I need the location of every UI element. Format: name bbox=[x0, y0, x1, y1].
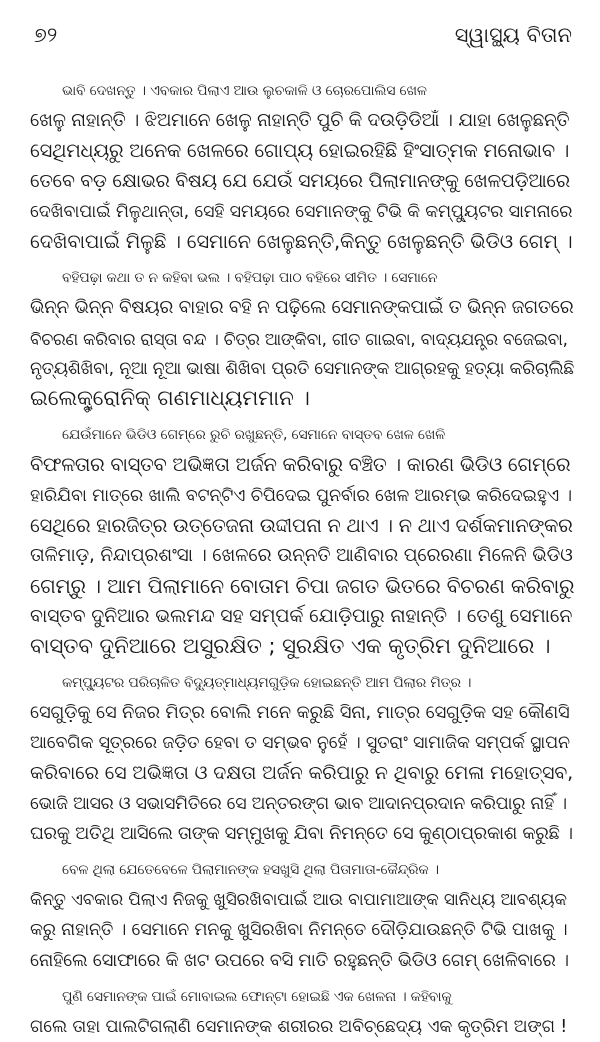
paragraph bbox=[30, 76, 574, 257]
text-line: ହାରିଯିବା ମାତ୍ରେ ଖାଲି ବଟନ୍‌ଟିଏ ଚିପିଦେଇ ପୁନର୍ବାର ଖେଳ ଆରମ୍ଭ କରିଦେଇହୁଏ । bbox=[30, 485, 572, 506]
text-line: ଦେଖିବାପାଇଁ ମିଳୁଛି । ସେମାନେ ଖେଳୁଛନ୍ତି,କିନ୍ତୁ ଖେଳୁଛନ୍ତି ଭିଡିଓ ଗେମ୍ । bbox=[30, 230, 573, 254]
text-line: ବିଚରଣ କରିବାର ରାସ୍ତା ବନ୍ଦ । ଚିତ୍ର ଆଙ୍କିବା, ଗୀତ ଗାଇବା, ବାଦ୍ୟଯନ୍ତ୍ର ବଜେଇବା, bbox=[30, 328, 568, 349]
paragraph bbox=[30, 855, 574, 976]
text-line: କିନ୍ତୁ ଏବକାର ପିଲାଏ ନିଜକୁ ଖୁସିରଖିବାପାଇଁ ଆଉ ବାପାମାଆଙ୍କ ସାନିଧ୍ୟ ଆବଶ୍ୟକ bbox=[30, 890, 567, 911]
text-line: କରିବାରେ ସେ ଅଭିଜ୍ଞତା ଓ ଦକ୍ଷତା ଅର୍ଜନ କରିପାରୁ ନ ଥିବାରୁ ମେଳା ମହୋତ୍ସବ, bbox=[30, 762, 573, 785]
text-line: ଭିନ୍ନ ଭିନ୍ନ ବିଷୟର ବାହାର ବହି ନ ପଢ଼ିଲେ ସେମାନଙ୍କପାଇଁ ତ ଭିନ୍ନ ଜଗତରେ bbox=[30, 297, 574, 319]
text-line: ଯେଉଁମାନେ ଭିଡିଓ ଗେମ୍‌ରେ ରୁଚି ରଖୁଛନ୍ତି, ସେମାନେ ବାସ୍ତବ ଖେଳ ଖେଳି bbox=[62, 427, 446, 444]
text-line: ପୁଣି ସେମାନଙ୍କ ପାଇଁ ମୋବାଇଲ ଫୋନ୍‌ଟା ହୋଇଛି ଏକ ଖେଳନା । କହିବାକୁ bbox=[62, 988, 452, 1005]
text-line: ତେବେ ବଡ଼ କ୍ଷୋଭର ବିଷୟ ଯେ ଯେଉଁ ସମୟରେ ପିଲାମାନଙ୍କୁ ଖେଳପଡ଼ିଆରେ bbox=[30, 170, 570, 192]
body-text bbox=[30, 76, 574, 1042]
text-line: ଭୋଜି ଆସର ଓ ସଭାସମିତିରେ ସେ ଅନ୍ତରଙ୍ଗ ଭାବ ଆଦାନପ୍ରଦାନ କରିପାରୁ ନାହିଁ । bbox=[30, 793, 567, 814]
text-line: ଗେମ୍‌ରୁ । ଆମ ପିଲାମାନେ ବୋତାମ ଚିପା ଜଗତ ଭିତରେ ବିଚରଣ କରିବାରୁ bbox=[30, 574, 575, 599]
text-line: ସେଥିରେ ହାରଜିତ୍‌ର ଉତ୍ତେଜନା ଉଦ୍ଦୀପନା ନ ଥାଏ । ନ ଥାଏ ଦର୍ଶକମାନଙ୍କର bbox=[30, 513, 573, 537]
text-line: ଗଲେ ତାହା ପାଲଟିଗଲାଣି ସେମାନଙ୍କ ଶରୀରର ଅବିଚ୍ଛେଦ୍ୟ ଏକ କୃତ୍ରିମ ଅଙ୍ଗ ! bbox=[30, 1017, 568, 1038]
text-line: ସେଥିମଧ୍ୟରୁ ଅନେକ ଖେଳରେ ଗୋପ୍ୟ ହୋଇରହିଛି ହିଂସାତ୍ମକ ମନୋଭାବ । bbox=[30, 139, 570, 163]
text-line: ସେଗୁଡ଼ିକୁ ସେ ନିଜର ମିତ୍ର ବୋଲି ମନେ କରୁଛି ସିନା, ମାତ୍ର ସେଗୁଡ଼ିକ ସହ କୌଣସି bbox=[30, 702, 570, 724]
text-line: ନୃତ୍ୟଶିଖିବା, ନୂଆ ନୂଆ ଭାଷା ଶିଖିବା ପ୍ରତି ସେମାନଙ୍କ ଆଗ୍ରହକୁ ହତ୍ୟା କରିଚାଲିଛି bbox=[30, 358, 575, 379]
text-line: ଆବେଗିକ ସୂତ୍ରରେ ଜଡ଼ିତ ହେବା ତ ସମ୍ଭବ ନୁହେଁ । ସୁତରାଂ ସାମାଜିକ ସମ୍ପର୍କ ସ୍ଥାପନ bbox=[30, 733, 570, 754]
text-line: ବାସ୍ତବ ଦୁନିଆର ଭଲମନ୍ଦ ସହ ସମ୍ପର୍କ ଯୋଡ଼ିପାରୁ ନାହାନ୍ତି । ତେଣୁ ସେମାନେ bbox=[30, 605, 573, 628]
page-number: ୭୨ bbox=[34, 23, 58, 47]
running-head bbox=[30, 22, 574, 48]
text-line: ଖେଳୁ ନାହାନ୍ତି । ଝିଅମାନେ ଖେଳୁ ନାହାନ୍ତି ପୁଚି କି ଦଉଡ଼ିଡିଆଁ । ଯାହା ଖେଳୁଛନ୍ତି bbox=[30, 110, 570, 132]
running-title: ସ୍ୱାସ୍ଥ୍ୟ ବିତାନ bbox=[454, 23, 572, 47]
text-line: ଦେଖିବାପାଇଁ ମିଳୁଥାନ୍ତା, ସେହି ସମୟରେ ସେମାନଙ୍କୁ ଟିଭି କି କମ୍ପ୍ୟୁଟର ସାମନାରେ bbox=[30, 201, 573, 222]
text-line: ବିଫଳତାର ବାସ୍ତବ ଅଭିଜ୍ଞତା ଅର୍ଜନ କରିବାରୁ ବଞ୍ଚିତ । କାରଣ ଭିଡିଓ ଗେମ୍‌ରେ bbox=[30, 453, 571, 477]
text-line: କମ୍ପ୍ୟୁଟର ପରିଚାଳିତ ବିଦ୍ୟୁତ୍‌ମାଧ୍ୟମଗୁଡ଼ିକ ହୋଇଛନ୍ତି ଆମ ପିଲାର ମିତ୍ର । bbox=[62, 674, 472, 691]
paragraph bbox=[30, 982, 574, 1042]
text-line: ଭାବି ଦେଖନ୍ତୁ । ଏବକାର ପିଲାଏ ଆଉ ଲୁଚକାଳି ଓ ଚୋରପୋଲିସ ଖେଳ bbox=[62, 83, 427, 99]
text-line: ଘରକୁ ଅତିଥି ଆସିଲେ ତାଙ୍କ ସମ୍ମୁଖକୁ ଯିବା ନିମନ୍ତେ ସେ କୁଣ୍ଠାପ୍ରକାଶ କରୁଛି । bbox=[30, 823, 573, 844]
paragraph bbox=[30, 420, 574, 662]
text-line: ବାସ୍ତବ ଦୁନିଆରେ ଅସୁରକ୍ଷିତ ; ସୁରକ୍ଷିତ ଏକ କୃତ୍ରିମ ଦୁନିଆରେ । bbox=[30, 633, 551, 659]
text-line: ନୋହିଲେ ସୋଫାରେ କି ଖଟ ଉପରେ ବସି ମାତି ରହୁଛନ୍ତି ଭିଡିଓ ଗେମ୍ ଖେଳିବାରେ । bbox=[30, 950, 569, 971]
text-line: କରୁ ନାହାନ୍ତି । ସେମାନେ ମନକୁ ଖୁସିରଖିବା ନିମନ୍ତେ ଦୌଡ଼ିଯାଉଛନ୍ତି ଟିଭି ପାଖକୁ । bbox=[30, 920, 568, 941]
paragraph bbox=[30, 263, 574, 414]
text-line: ବହିପଢ଼ା କଥା ତ ନ କହିବା ଭଲ । ବହିପଢ଼ା ପାଠ ବହିରେ ସୀମିତ । ସେମାନେ bbox=[62, 270, 438, 287]
text-line: ତାଳିମାଡ଼, ନିନ୍ଦାପ୍ରଶଂସା । ଖେଳରେ ଉନ୍ନତି ଆଣିବାର ପ୍ରେରଣା ମିଳେନି ଭିଡିଓ bbox=[30, 545, 573, 567]
paragraph bbox=[30, 668, 574, 849]
text-line: ଇଲେକ୍ଟ୍ରୋନିକ୍ ଗଣମାଧ୍ୟମମାନ । bbox=[30, 386, 310, 412]
text-line: ବେଳ ଥିଲା ଯେତେବେଳେ ପିଲାମାନଙ୍କ ହସଖୁସି ଥିଲା ପିତାମାତା-କୈନ୍ଦ୍ରିକ । bbox=[62, 862, 439, 879]
